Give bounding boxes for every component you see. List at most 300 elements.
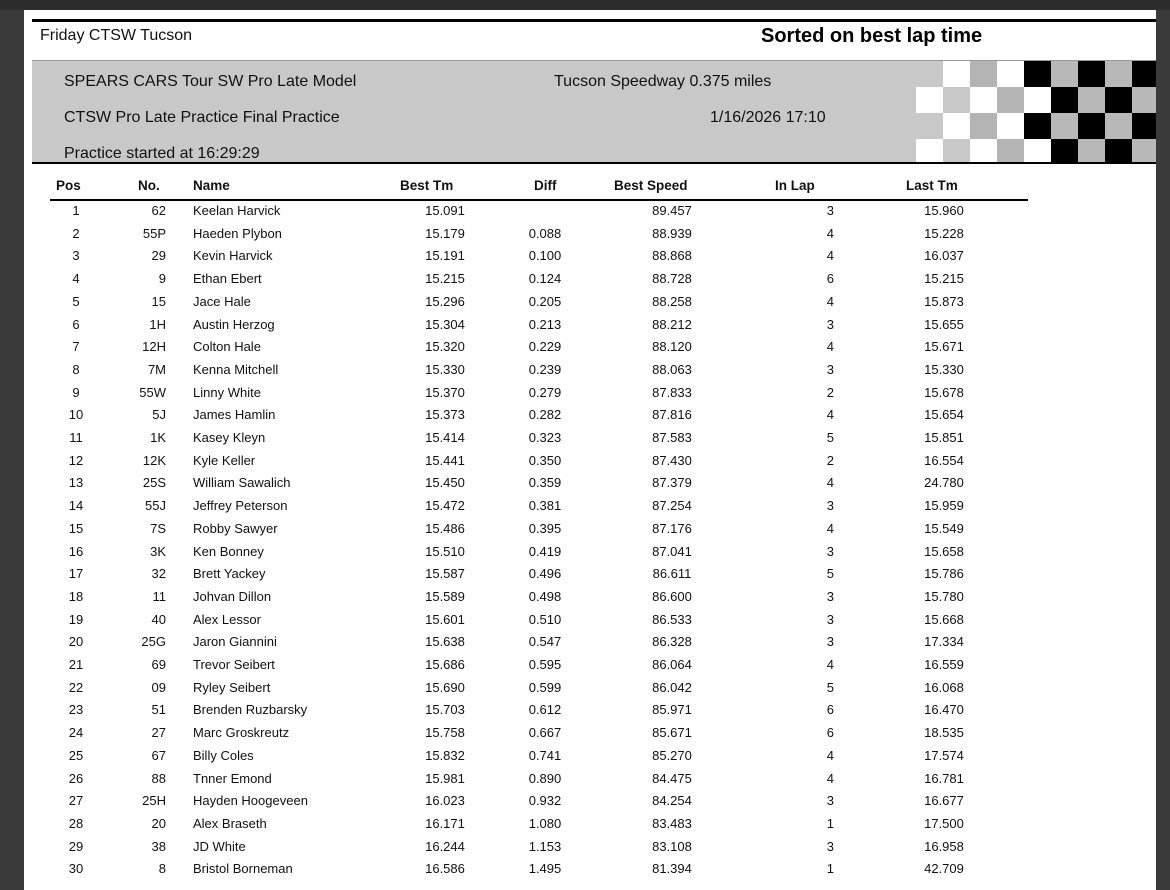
- last-time-cell: 15.959: [924, 498, 964, 514]
- name-cell: Tnner Emond: [193, 770, 272, 786]
- flag-square: [1105, 139, 1132, 164]
- in-lap-cell: 6: [826, 725, 834, 741]
- no-cell: 55J: [145, 498, 166, 514]
- in-lap-cell: 1: [826, 861, 834, 877]
- best-speed-cell: 89.457: [652, 203, 692, 218]
- col-name-header: Name: [193, 178, 230, 193]
- flag-square: [889, 87, 916, 113]
- in-lap-cell: 3: [826, 203, 834, 218]
- diff-cell: 0.547: [528, 634, 562, 650]
- last-time-cell: 17.574: [924, 747, 964, 763]
- no-cell: 25G: [141, 634, 166, 650]
- name-cell: Ethan Ebert: [193, 271, 262, 287]
- diff-cell: 0.510: [528, 611, 562, 627]
- in-lap-cell: 5: [826, 430, 834, 445]
- last-time-cell: 15.960: [924, 203, 964, 218]
- flag-square: [1105, 87, 1132, 113]
- flag-square: [943, 61, 970, 87]
- best-time-cell: 15.296: [425, 293, 465, 309]
- diff-cell: 0.323: [528, 430, 562, 445]
- name-cell: Jaron Giannini: [193, 634, 277, 650]
- pos-cell: 29: [68, 838, 84, 854]
- best-time-cell: 15.832: [425, 747, 465, 763]
- best-speed-cell: 88.728: [652, 271, 692, 287]
- flag-square: [997, 113, 1024, 139]
- last-time-cell: 15.786: [924, 566, 964, 582]
- flag-square: [943, 87, 970, 113]
- top-rule: [32, 19, 1156, 22]
- best-speed-cell: 86.533: [652, 611, 692, 627]
- col-pos-header: Pos: [56, 178, 81, 193]
- no-cell: 32: [151, 566, 166, 582]
- best-speed-cell: 87.583: [652, 430, 692, 445]
- track-name: Tucson Speedway 0.375 miles: [554, 73, 772, 90]
- in-lap-cell: 4: [826, 475, 834, 491]
- flag-square: [997, 87, 1024, 113]
- best-time-cell: 15.330: [425, 361, 465, 377]
- name-cell: Bristol Borneman: [193, 861, 293, 877]
- no-cell: 88: [151, 770, 166, 786]
- in-lap-cell: 3: [826, 838, 834, 854]
- in-lap-cell: 3: [826, 611, 834, 627]
- no-cell: 7S: [150, 520, 166, 536]
- last-time-cell: 15.873: [924, 293, 964, 309]
- best-time-cell: 15.690: [425, 679, 465, 695]
- last-time-cell: 17.500: [924, 815, 964, 831]
- pos-cell: 12: [68, 452, 84, 468]
- last-time-cell: 15.668: [924, 611, 964, 627]
- results-page: [24, 10, 1156, 890]
- pos-cell: 6: [72, 316, 80, 332]
- best-time-cell: 15.191: [425, 248, 465, 264]
- diff-cell: 0.890: [528, 770, 562, 786]
- no-cell: 55P: [142, 225, 166, 241]
- name-cell: Kyle Keller: [193, 452, 256, 468]
- name-cell: Haeden Plybon: [193, 225, 282, 241]
- in-lap-cell: 6: [826, 271, 834, 287]
- diff-cell: 0.359: [528, 475, 562, 491]
- flag-square: [1024, 139, 1051, 164]
- name-cell: William Sawalich: [193, 475, 291, 491]
- name-cell: Marc Groskreutz: [193, 725, 290, 741]
- diff-cell: 0.282: [528, 407, 562, 423]
- best-speed-cell: 87.254: [652, 498, 692, 514]
- best-speed-cell: 86.042: [652, 679, 692, 695]
- no-cell: 67: [151, 747, 166, 763]
- best-time-cell: 15.450: [425, 475, 465, 491]
- in-lap-cell: 3: [826, 793, 834, 809]
- pos-cell: 25: [68, 747, 84, 763]
- flag-square: [889, 139, 916, 164]
- flag-square: [1078, 61, 1105, 87]
- last-time-cell: 15.228: [924, 225, 964, 241]
- col-best-header: Best Tm: [400, 178, 454, 193]
- diff-cell: 1.153: [528, 838, 562, 854]
- no-cell: 12K: [142, 452, 166, 468]
- pos-cell: 17: [68, 566, 84, 582]
- diff-cell: 0.741: [528, 747, 562, 763]
- last-time-cell: 15.658: [924, 543, 964, 559]
- pos-cell: 1: [72, 203, 80, 218]
- diff-cell: 0.088: [528, 225, 562, 241]
- best-speed-cell: 83.483: [652, 815, 692, 831]
- flag-square: [916, 113, 943, 139]
- diff-cell: 0.205: [528, 293, 562, 309]
- diff-cell: 0.213: [528, 316, 562, 332]
- diff-cell: 0.595: [528, 657, 562, 672]
- last-time-cell: 16.037: [924, 248, 964, 264]
- best-speed-cell: 83.108: [652, 838, 692, 854]
- flag-square: [1024, 87, 1051, 113]
- no-cell: 55W: [139, 384, 166, 400]
- flag-square: [916, 87, 943, 113]
- best-speed-cell: 84.254: [652, 793, 692, 809]
- best-time-cell: 15.601: [425, 611, 465, 627]
- col-last-header: Last Tm: [906, 178, 958, 193]
- best-speed-cell: 86.600: [652, 588, 692, 604]
- in-lap-cell: 4: [826, 339, 834, 355]
- last-time-cell: 15.678: [924, 384, 964, 400]
- diff-cell: 0.419: [528, 543, 562, 559]
- last-time-cell: 42.709: [924, 861, 964, 877]
- session-name: CTSW Pro Late Practice Final Practice: [64, 109, 340, 126]
- in-lap-cell: 4: [826, 657, 834, 672]
- session-datetime: 1/16/2026 17:10: [710, 109, 826, 126]
- best-speed-cell: 87.816: [652, 407, 692, 423]
- best-speed-cell: 88.120: [652, 339, 692, 355]
- name-cell: Johvan Dillon: [193, 588, 272, 604]
- pos-cell: 20: [68, 634, 84, 650]
- diff-cell: 0.496: [528, 566, 562, 582]
- last-time-cell: 15.549: [924, 520, 964, 536]
- in-lap-cell: 4: [826, 293, 834, 309]
- no-cell: 62: [151, 203, 166, 218]
- pos-cell: 4: [72, 271, 80, 287]
- flag-square: [1132, 139, 1156, 164]
- best-time-cell: 15.703: [425, 702, 465, 718]
- best-speed-cell: 87.833: [652, 384, 692, 400]
- flag-square: [1024, 113, 1051, 139]
- best-speed-cell: 86.611: [652, 566, 692, 582]
- best-time-cell: 15.510: [425, 543, 465, 559]
- name-cell: Brett Yackey: [193, 566, 266, 582]
- flag-square: [970, 139, 997, 164]
- in-lap-cell: 6: [826, 702, 834, 718]
- best-speed-cell: 88.939: [652, 225, 692, 241]
- no-cell: 69: [151, 657, 166, 672]
- flag-square: [1132, 87, 1156, 113]
- in-lap-cell: 3: [826, 498, 834, 514]
- no-cell: 5J: [152, 407, 166, 423]
- best-time-cell: 15.320: [425, 339, 465, 355]
- name-cell: Trevor Seibert: [193, 657, 275, 672]
- flag-square: [1132, 61, 1156, 87]
- best-speed-cell: 87.041: [652, 543, 692, 559]
- best-speed-cell: 81.394: [652, 861, 692, 877]
- name-cell: Kasey Kleyn: [193, 430, 266, 445]
- best-time-cell: 16.023: [425, 793, 465, 809]
- flag-square: [1105, 61, 1132, 87]
- best-speed-cell: 84.475: [652, 770, 692, 786]
- flag-square: [1078, 113, 1105, 139]
- best-speed-cell: 87.379: [652, 475, 692, 491]
- no-cell: 15: [151, 293, 166, 309]
- last-time-cell: 16.781: [924, 770, 964, 786]
- last-time-cell: 17.334: [924, 634, 964, 650]
- checkered-flag-icon: [862, 61, 1156, 164]
- no-cell: 3K: [150, 543, 166, 559]
- best-time-cell: 15.370: [425, 384, 465, 400]
- flag-square: [943, 113, 970, 139]
- best-speed-cell: 86.328: [652, 634, 692, 650]
- best-speed-cell: 85.270: [652, 747, 692, 763]
- diff-cell: 0.350: [528, 452, 562, 468]
- in-lap-cell: 4: [826, 225, 834, 241]
- name-cell: James Hamlin: [193, 407, 276, 423]
- no-cell: 40: [151, 611, 166, 627]
- flag-square: [1132, 113, 1156, 139]
- name-cell: Jace Hale: [193, 293, 251, 309]
- pos-cell: 21: [68, 657, 84, 672]
- series-name: SPEARS CARS Tour SW Pro Late Model: [64, 73, 357, 90]
- col-inlap-header: In Lap: [775, 178, 815, 193]
- in-lap-cell: 3: [826, 316, 834, 332]
- flag-square: [943, 139, 970, 164]
- last-time-cell: 15.215: [924, 271, 964, 287]
- best-time-cell: 15.472: [425, 498, 465, 514]
- best-speed-cell: 88.063: [652, 361, 692, 377]
- practice-start-time: Practice started at 16:29:29: [64, 145, 260, 162]
- last-time-cell: 16.559: [924, 657, 964, 672]
- diff-cell: 1.495: [528, 861, 562, 877]
- pos-cell: 23: [68, 702, 84, 718]
- flag-square: [889, 61, 916, 87]
- header-rule: [50, 199, 1028, 201]
- no-cell: 1H: [149, 316, 166, 332]
- best-time-cell: 16.586: [425, 861, 465, 877]
- name-cell: Keelan Harvick: [193, 203, 281, 218]
- in-lap-cell: 2: [826, 384, 834, 400]
- in-lap-cell: 3: [826, 543, 834, 559]
- pos-cell: 16: [68, 543, 84, 559]
- name-cell: Billy Coles: [193, 747, 254, 763]
- diff-cell: 0.498: [528, 588, 562, 604]
- no-cell: 8: [158, 861, 166, 877]
- pos-cell: 8: [72, 361, 80, 377]
- best-speed-cell: 88.212: [652, 316, 692, 332]
- no-cell: 12H: [142, 339, 166, 355]
- flag-square: [1078, 87, 1105, 113]
- name-cell: Hayden Hoogeveen: [193, 793, 308, 809]
- pos-cell: 13: [68, 475, 84, 491]
- col-no-header: No.: [138, 178, 160, 193]
- diff-cell: 0.229: [528, 339, 562, 355]
- best-time-cell: 16.171: [425, 815, 465, 831]
- last-time-cell: 16.554: [924, 452, 964, 468]
- best-time-cell: 15.304: [425, 316, 465, 332]
- pos-cell: 3: [72, 248, 80, 264]
- best-speed-cell: 88.868: [652, 248, 692, 264]
- in-lap-cell: 4: [826, 770, 834, 786]
- diff-cell: 0.124: [528, 271, 562, 287]
- in-lap-cell: 4: [826, 407, 834, 423]
- diff-cell: 0.932: [528, 793, 562, 809]
- pos-cell: 22: [68, 679, 84, 695]
- no-cell: 9: [158, 271, 166, 287]
- name-cell: Kenna Mitchell: [193, 361, 279, 377]
- col-diff-header: Diff: [534, 178, 557, 193]
- pos-cell: 26: [68, 770, 84, 786]
- flag-square: [1078, 139, 1105, 164]
- pos-cell: 28: [68, 815, 84, 831]
- flag-square: [862, 113, 889, 139]
- in-lap-cell: 3: [826, 588, 834, 604]
- best-speed-cell: 85.671: [652, 725, 692, 741]
- name-cell: JD White: [193, 838, 246, 854]
- best-time-cell: 15.486: [425, 520, 465, 536]
- best-time-cell: 15.589: [425, 588, 465, 604]
- best-time-cell: 15.215: [425, 271, 465, 287]
- name-cell: Ken Bonney: [193, 543, 264, 559]
- in-lap-cell: 4: [826, 248, 834, 264]
- pos-cell: 7: [72, 339, 80, 355]
- pos-cell: 30: [68, 861, 84, 877]
- col-speed-header: Best Speed: [614, 178, 688, 193]
- flag-square: [970, 87, 997, 113]
- name-cell: Ryley Seibert: [193, 679, 271, 695]
- diff-cell: 0.667: [528, 725, 562, 741]
- flag-square: [1051, 87, 1078, 113]
- diff-cell: 0.239: [528, 361, 562, 377]
- name-cell: Kevin Harvick: [193, 248, 273, 264]
- best-time-cell: 15.587: [425, 566, 465, 582]
- best-time-cell: 15.441: [425, 452, 465, 468]
- pos-cell: 11: [69, 430, 83, 445]
- last-time-cell: 15.851: [924, 430, 964, 445]
- name-cell: Linny White: [193, 384, 261, 400]
- flag-square: [916, 61, 943, 87]
- diff-cell: 0.381: [528, 498, 562, 514]
- best-speed-cell: 85.971: [652, 702, 692, 718]
- no-cell: 25S: [142, 475, 166, 491]
- in-lap-cell: 4: [826, 520, 834, 536]
- no-cell: 27: [151, 725, 166, 741]
- diff-cell: 0.395: [528, 520, 562, 536]
- name-cell: Jeffrey Peterson: [193, 498, 288, 514]
- best-time-cell: 15.981: [425, 770, 465, 786]
- name-cell: Brenden Ruzbarsky: [193, 702, 308, 718]
- no-cell: 38: [151, 838, 166, 854]
- last-time-cell: 18.535: [924, 725, 964, 741]
- pos-cell: 9: [72, 384, 80, 400]
- flag-square: [1051, 139, 1078, 164]
- flag-square: [970, 113, 997, 139]
- window-frame-top: [0, 0, 1170, 10]
- in-lap-cell: 4: [826, 747, 834, 763]
- flag-square: [970, 61, 997, 87]
- best-time-cell: 15.179: [425, 225, 465, 241]
- name-cell: Robby Sawyer: [193, 520, 278, 536]
- flag-square: [997, 139, 1024, 164]
- best-time-cell: 15.686: [425, 657, 465, 672]
- in-lap-cell: 2: [826, 452, 834, 468]
- flag-square: [862, 139, 889, 164]
- last-time-cell: 16.677: [924, 793, 964, 809]
- flag-square: [862, 61, 889, 87]
- pos-cell: 27: [68, 793, 84, 809]
- flag-square: [889, 113, 916, 139]
- no-cell: 09: [151, 679, 166, 695]
- in-lap-cell: 3: [826, 361, 834, 377]
- pos-cell: 14: [68, 498, 84, 514]
- flag-square: [862, 87, 889, 113]
- last-time-cell: 16.068: [924, 679, 964, 695]
- no-cell: 29: [151, 248, 166, 264]
- name-cell: Austin Herzog: [193, 316, 275, 332]
- sort-title: Sorted on best lap time: [761, 25, 983, 47]
- pos-cell: 24: [68, 725, 84, 741]
- best-time-cell: 15.091: [425, 203, 465, 218]
- last-time-cell: 16.470: [924, 702, 964, 718]
- flag-square: [1051, 113, 1078, 139]
- flag-square: [916, 139, 943, 164]
- session-banner: [32, 60, 1156, 164]
- flag-square: [1051, 61, 1078, 87]
- pos-cell: 15: [68, 520, 84, 536]
- diff-cell: 0.100: [528, 248, 562, 264]
- flag-square: [1024, 61, 1051, 87]
- pos-cell: 18: [68, 588, 84, 604]
- no-cell: 7M: [147, 361, 166, 377]
- name-cell: Alex Braseth: [193, 815, 267, 831]
- best-time-cell: 15.638: [425, 634, 465, 650]
- last-time-cell: 15.671: [924, 339, 964, 355]
- flag-square: [1105, 113, 1132, 139]
- no-cell: 25H: [142, 793, 166, 809]
- last-time-cell: 24.780: [924, 475, 964, 491]
- diff-cell: 0.599: [528, 679, 562, 695]
- diff-cell: 0.279: [528, 384, 562, 400]
- in-lap-cell: 1: [826, 815, 834, 831]
- no-cell: 51: [151, 702, 166, 718]
- last-time-cell: 15.655: [924, 316, 964, 332]
- last-time-cell: 15.654: [924, 407, 964, 423]
- in-lap-cell: 5: [826, 679, 834, 695]
- best-time-cell: 15.373: [425, 407, 465, 423]
- best-speed-cell: 87.176: [652, 520, 692, 536]
- no-cell: 20: [151, 815, 166, 831]
- best-speed-cell: 88.258: [652, 293, 692, 309]
- best-time-cell: 16.244: [425, 838, 465, 854]
- pos-cell: 2: [72, 225, 80, 241]
- last-time-cell: 15.330: [924, 361, 964, 377]
- diff-cell: 1.080: [528, 815, 562, 831]
- diff-cell: 0.612: [528, 702, 562, 718]
- flag-square: [997, 61, 1024, 87]
- no-cell: 11: [152, 588, 166, 604]
- pos-cell: 19: [68, 611, 84, 627]
- last-time-cell: 16.958: [924, 838, 964, 854]
- best-time-cell: 15.758: [425, 725, 465, 741]
- in-lap-cell: 5: [826, 566, 834, 582]
- best-time-cell: 15.414: [425, 430, 465, 445]
- banner-rule: [32, 162, 1156, 164]
- best-speed-cell: 86.064: [652, 657, 692, 672]
- no-cell: 1K: [150, 430, 166, 445]
- event-title: Friday CTSW Tucson: [40, 27, 193, 44]
- best-speed-cell: 87.430: [652, 452, 692, 468]
- pos-cell: 5: [72, 293, 80, 309]
